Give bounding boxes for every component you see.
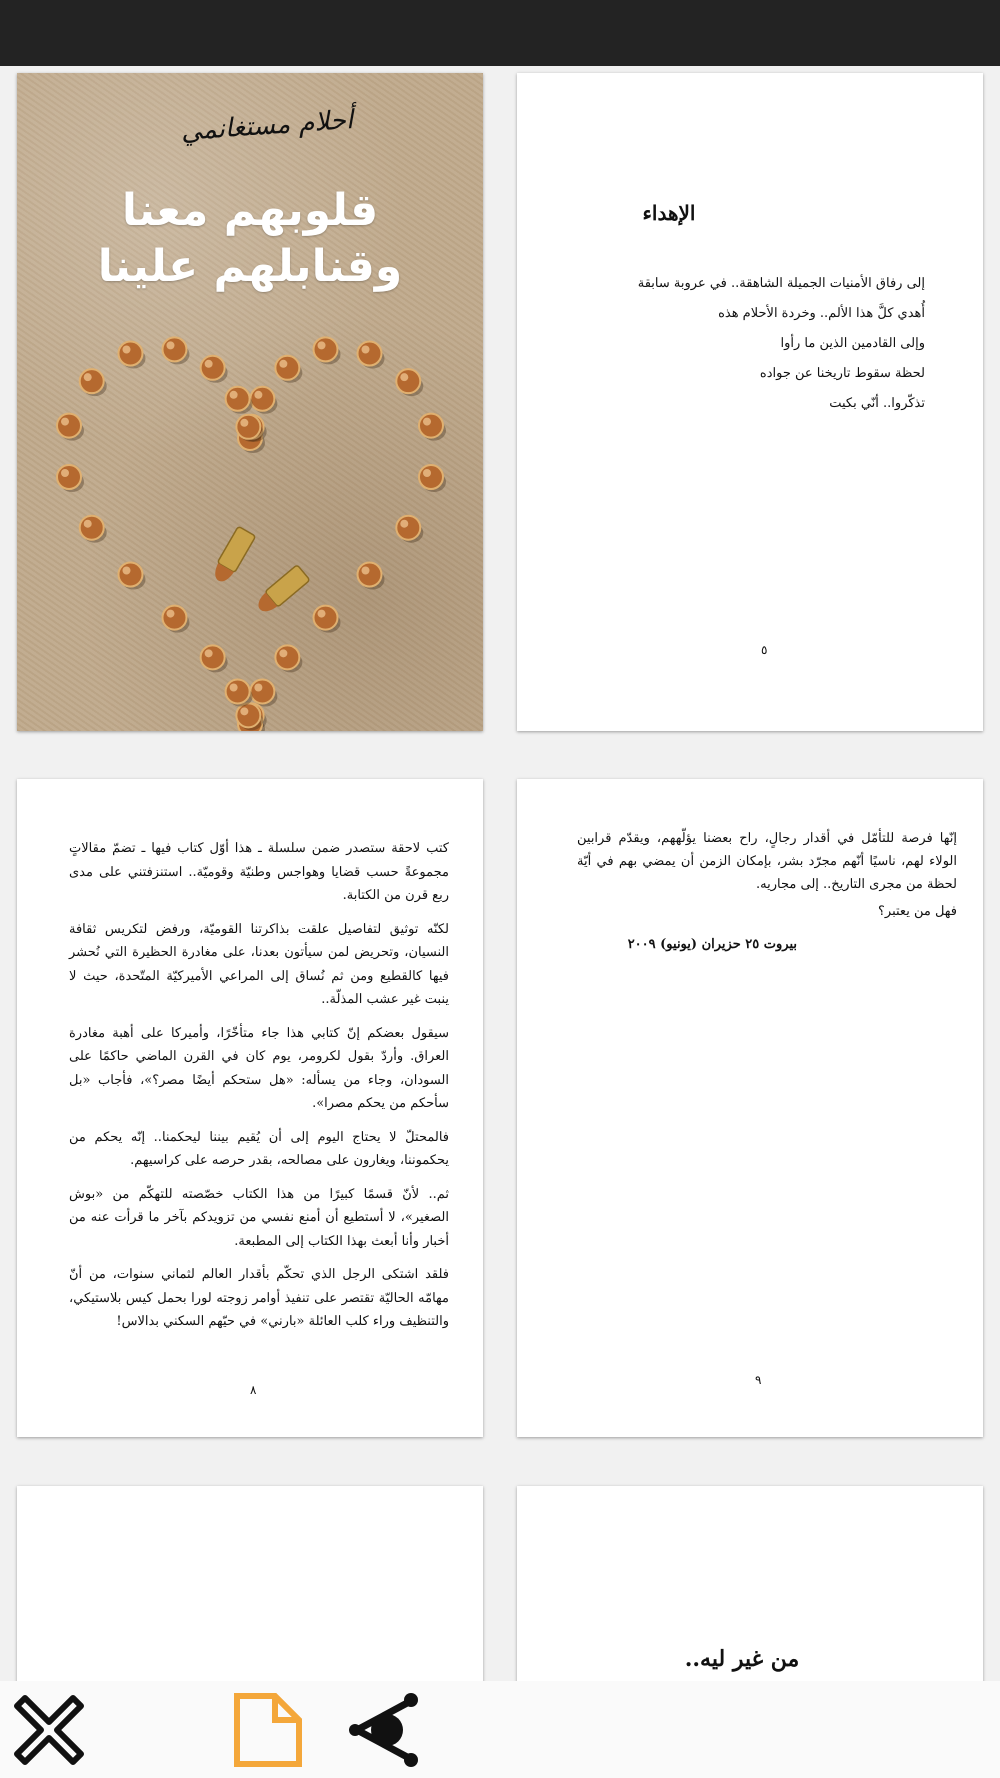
paragraph: فالمحتلّ لا يحتاج اليوم إلى أن يُقيم بيننا ليحكمنا.. إنّه يحكم من يحكموننا، ويغارون على مصالحه، بقدر حرصه على كراسيهم. (69, 1129, 449, 1168)
paragraph: لكنّه توثيق لتفاصيل علقت بذاكرتنا القوميّة، ورفض لتكريس ثقافة النسيان، وتحريض لمن سيأتون بعدنا، على مغادرة الحظيرة التي نُحشر فيها كالقطيع ومن ثم نُساق إلى المراعي الأميركيّة المتّحدة، حيث لا ينبت غير عشب المذلّة.. (69, 921, 449, 1007)
bullet-casing (80, 369, 107, 396)
bullet-casing (396, 516, 423, 543)
bullet-casing (250, 679, 277, 706)
dedication-line: وإلى القادمين الذين ما رأوا (780, 336, 925, 351)
bullet-casing (201, 356, 228, 383)
book-page-8[interactable] (17, 779, 483, 1437)
bullet-casing (275, 645, 302, 672)
page-body (69, 837, 449, 1344)
bullet-casing (250, 387, 277, 414)
bullet (210, 526, 256, 585)
book-page-11[interactable] (517, 1486, 983, 1686)
dedication-page[interactable] (517, 73, 983, 731)
bottom-toolbar (0, 1681, 1000, 1778)
chapter-title: من غير ليه.. (684, 1646, 800, 1672)
bullet-casing (396, 369, 423, 396)
bullet-casing (118, 563, 145, 590)
close-button[interactable] (8, 1681, 90, 1778)
bullets-heart-illustration (17, 73, 483, 731)
share-button[interactable] (346, 1681, 428, 1778)
bullet-casing (57, 465, 84, 492)
page-number: ٥ (761, 643, 768, 657)
document-icon (229, 1692, 305, 1768)
paragraph: سيقول بعضكم إنّ كتابي هذا جاء متأخّرًا، وأميركا على أهبة مغادرة العراق. وأردّ بقول لكرومر، يوم كان في القرن الماضي حاكمًا على السودان، وجاء من يسأله: «هل ستحكم أيضًا مصر؟»، فأجاب «بل سأحكم من يحكم مصرا». (69, 1025, 449, 1111)
bullet-casing (358, 563, 385, 590)
bullet-casing (80, 516, 107, 543)
bullet-casing (314, 337, 341, 364)
bullet-casing (419, 414, 446, 441)
bullet-casing (314, 606, 341, 633)
dedication-line: تذكّروا.. أنّي بكيت (829, 396, 925, 411)
cover-title-line2: وقنابلهم علينا (97, 241, 403, 292)
close-icon (11, 1692, 87, 1768)
bullet (253, 565, 310, 617)
document-button[interactable] (226, 1681, 308, 1778)
bullet-casing (57, 414, 84, 441)
share-icon (347, 1692, 427, 1768)
paragraph: كتب لاحقة ستصدر ضمن سلسلة ـ هذا أوّل كتاب فيها ـ تضمّ مقالاتٍ مجموعةً حسب قضايا وهواجس وطنيّة وقوميّة.. استنزفتني على مدى ربع قرن من الكتابة. (69, 841, 449, 903)
page-body (577, 827, 957, 927)
page-number: ٩ (755, 1373, 762, 1387)
cover-author: أحلام مستغانمي (179, 105, 355, 147)
paragraph: ثم.. لأنّ قسمًا كبيرًا من هذا الكتاب خصّصته للتهكّم من «بوش الصغير»، لا أستطيع أن أمنع نفسي من تزويدكم بآخر ما قرأت عنه من أخبار وأنا أبعث بهذا الكتاب إلى المطبعة. (69, 1186, 449, 1249)
dedication-line: لحظة سقوط تاريخنا عن جواده (759, 366, 925, 381)
dedication-lines (545, 269, 925, 419)
bullet-casing (358, 342, 385, 369)
book-cover-page[interactable] (17, 73, 483, 731)
bullet-casing (419, 465, 446, 492)
paragraph: فهل من يعتبر؟ (878, 904, 957, 919)
bullet-casing (226, 679, 253, 706)
bullet-casing (201, 645, 228, 672)
bullet-casing (118, 342, 145, 369)
bullet-casing (275, 356, 302, 383)
paragraph: فلقد اشتكى الرجل الذي تحكّم بأقدار العالم لثماني سنوات، من أنّ مهامّه الحاليّة تقتصر على تنفيذ أوامر زوجته لورا بحمل كيس بلاستيكي، والتنظيف وراء كلب العائلة «بارني» في حيّهم السكني بدالاس! (69, 1267, 449, 1329)
dedication-title: الإهداء (642, 201, 696, 225)
paragraph: إنّها فرصة للتأمّل في أقدار رجالٍ، راح بعضنا يؤلّههم، ويقدّم قرابين الولاء لهم، ناسيًا أنّهم مجرّد بشر، بإمكان الزمن أن يمضي بهم في أيّة لحظة من مجرى التاريخ.. إلى مجاريه. (577, 831, 957, 892)
dedication-line: إلى رفاق الأمنيات الجميلة الشاهقة.. في عروبة سابقة (637, 276, 925, 291)
bullet-casing (226, 387, 253, 414)
book-page-10[interactable] (17, 1486, 483, 1686)
bullet-casing (162, 337, 189, 364)
book-page-9[interactable] (517, 779, 983, 1437)
page-number: ٨ (250, 1383, 257, 1397)
top-status-bar (0, 0, 1000, 66)
cover-title-line1: قلوبهم معنا (121, 185, 379, 236)
signature: بيروت ٢٥ حزيران (يونيو) ٢٠٠٩ (627, 937, 797, 952)
dedication-line: أُهدي كلَّ هذا الألم.. وخردة الأحلام هذه (718, 306, 925, 321)
bullet-casing (162, 606, 189, 633)
